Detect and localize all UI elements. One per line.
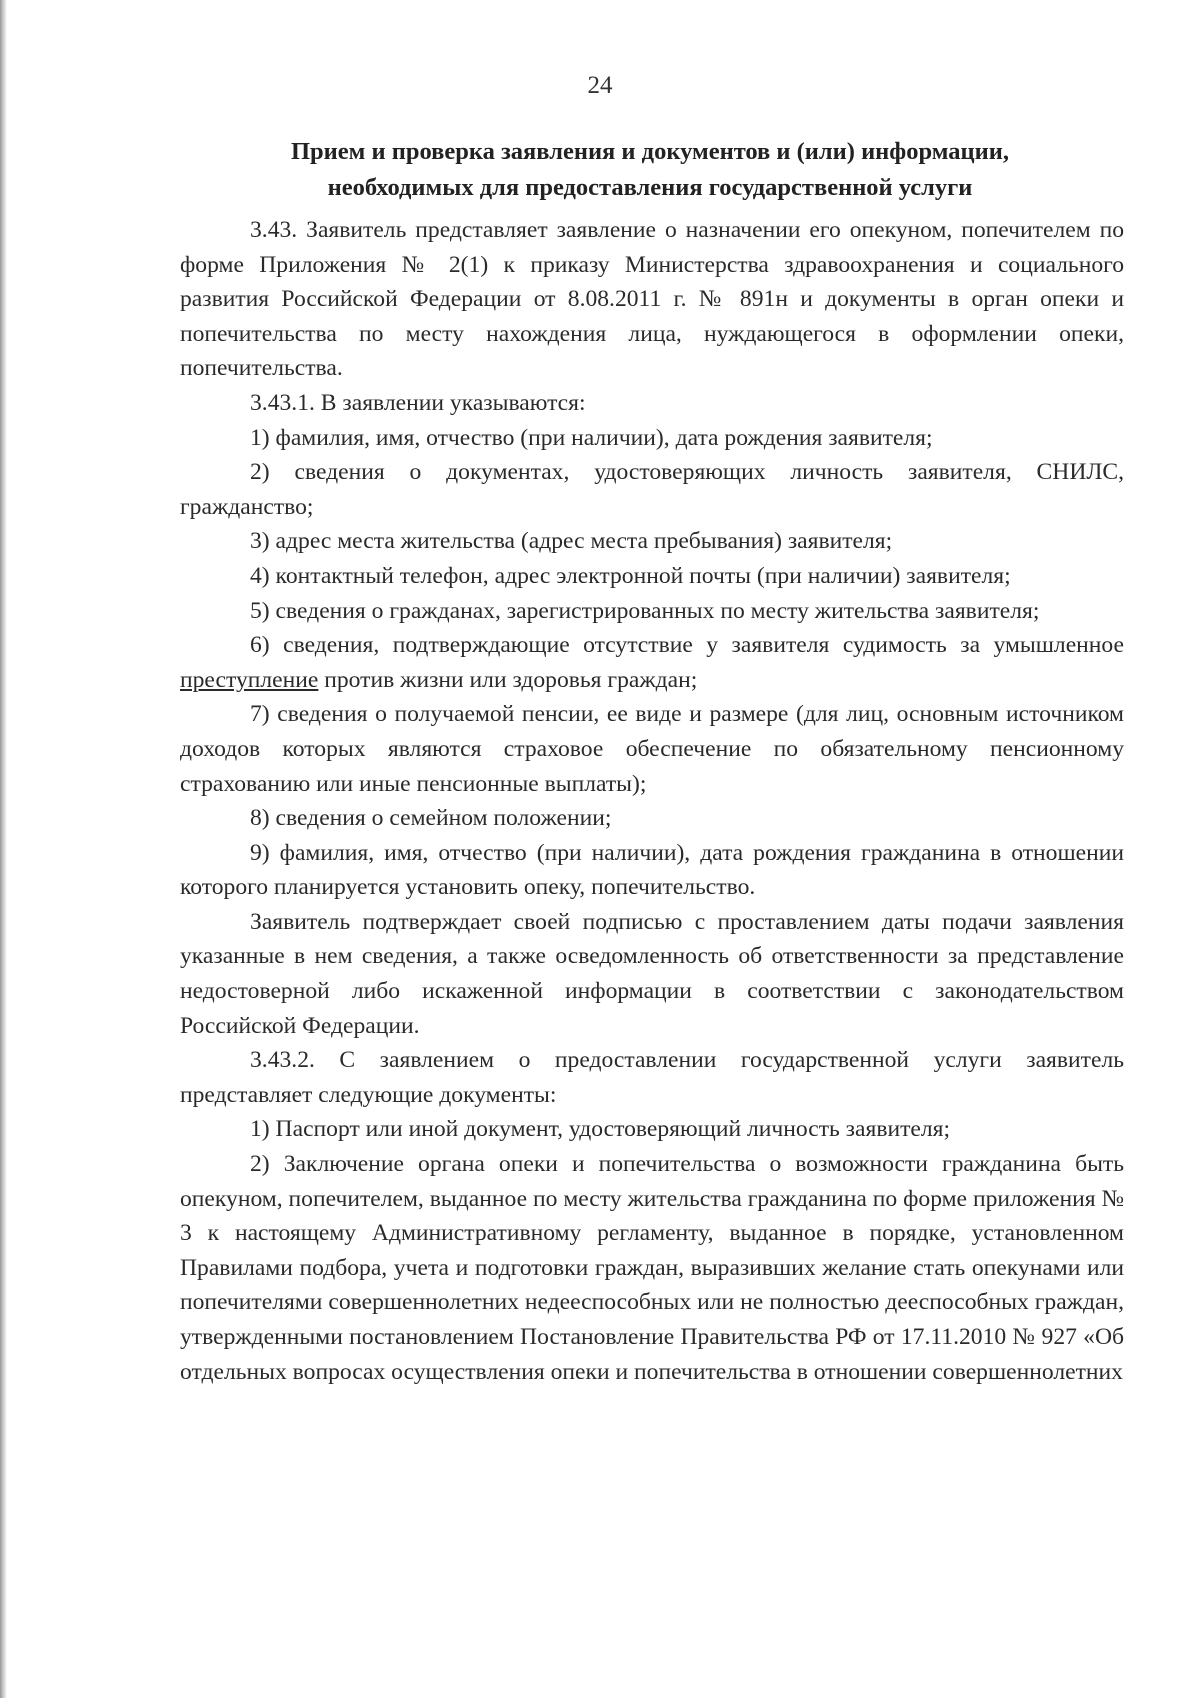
document-item-1: 1) Паспорт или иной документ, удостоверяющий личность заявителя; [250, 1116, 951, 1143]
heading-line-1: Прием и проверка заявления и документов и (или) информации, [290, 138, 1009, 165]
paragraph-3-43-2: 3.43.2. С заявлением о предоставлении государственной услуги заявитель представляет следующие документы: [180, 1047, 1124, 1108]
list-item-1: 1) фамилия, имя, отчество (при наличии), дата рождения заявителя; [250, 424, 933, 451]
list-item-7: 7) сведения о получаемой пенсии, ее виде и размере (для лиц, основным источником доходов которых являются страховое обеспечение по обязательному пенсионному страхованию или иные пенсионные выплаты); [180, 701, 1124, 797]
paragraph-3-43: 3.43. Заявитель представляет заявление о назначении его опекуном, попечителем по форме Приложения № 2(1) к приказу Министерства здравоохранения и социального развития Российской Федерации от 8.08.2011 г. № 891н и документы в орган опеки и попечительства по месту нахождения лица, нуждающегося в оформлении опеки, попечительства. [180, 217, 1124, 382]
heading-line-2: необходимых для предоставления государственной услуги [327, 174, 973, 201]
list-item-4: 4) контактный телефон, адрес электронной почты (при наличии) заявителя; [250, 562, 1011, 589]
list-item-6-text-before: 6) сведения, подтверждающие отсутствие у заявителя судимость за умышленное [250, 632, 1124, 659]
list-item-6 [180, 628, 1124, 697]
page-number: 24 [587, 72, 613, 99]
document-item-2: 2) Заключение органа опеки и попечительства о возможности гражданина быть опекуном, попечителем, выданное по месту жительства гражданина по форме приложения № 3 к настоящему Административному регламенту, выданное в порядке, установленном Правилами подбора, учета и подготовки граждан, выразивших желание стать опекунами или попечителями совершеннолетних недееспособных или не полностью дееспособных граждан, утвержденными постановлением Постановление Правительства РФ от 17.11.2010 № 927 «Об отдельных вопросах осуществления опеки и попечительства в отношении совершеннолетних [180, 1151, 1124, 1385]
list-item-6-text-after: против жизни или здоровья граждан; [318, 666, 698, 693]
paragraph-applicant-confirms: Заявитель подтверждает своей подписью с проставлением даты подачи заявления указанные в нем сведения, а также осведомленность об ответственности за представление недостоверной либо искаженной информации в соответствии с законодательством Российской Федерации. [180, 908, 1124, 1039]
list-item-3: 3) адрес места жительства (адрес места пребывания) заявителя; [250, 528, 893, 555]
list-item-9: 9) фамилия, имя, отчество (при наличии), дата рождения гражданина в отношении которого планируется установить опеку, попечительство. [180, 839, 1124, 901]
list-item-5: 5) сведения о гражданах, зарегистрированных по месту жительства заявителя; [250, 597, 1040, 624]
document-body [180, 213, 1124, 1389]
underlined-word: преступление [180, 666, 319, 693]
list-item-2: 2) сведения о документах, удостоверяющих личность заявителя, СНИЛС, гражданство; [180, 459, 1124, 520]
paragraph-3-43-1: 3.43.1. В заявлении указываются: [250, 389, 586, 416]
section-heading [180, 134, 1120, 206]
list-item-8: 8) сведения о семейном положении; [250, 805, 612, 832]
scan-edge-shadow [0, 0, 7, 1698]
